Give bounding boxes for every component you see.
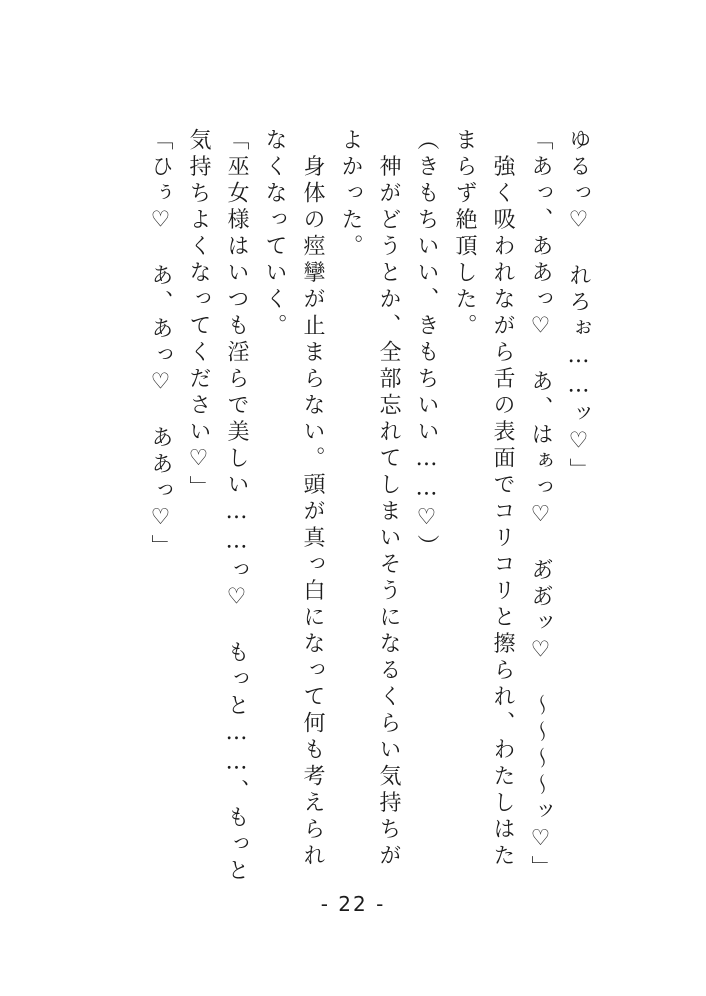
vertical-text-body: [141, 128, 597, 890]
text-line: まらず絶頂した。: [452, 128, 477, 340]
text-line: よかった。: [338, 128, 363, 261]
text-line: 神がどうとか、全部忘れてしまいそうになるくらい気持ちが: [376, 128, 401, 870]
page-number: - 22 -: [320, 892, 386, 916]
text-line: 「ひぅ♡ あ、あっ♡ ああっ♡」: [148, 128, 173, 561]
text-line: 「あっ、ああっ♡ あ、はぁっ♡ あ゙あ゙ッ♡ 〜〜〜〜ッ♡」: [528, 128, 553, 882]
text-line: （きもちいい、きもちいい……♡）: [414, 128, 439, 561]
text-line: なくなっていく。: [262, 128, 287, 340]
text-line: ゆるっ♡ れろぉ……ッ♡」: [566, 128, 591, 485]
text-line: 気持ちよくなってください♡」: [186, 128, 211, 502]
text-line: 身体の痙攣が止まらない。頭が真っ白になって何も考えられ: [300, 128, 325, 870]
text-line: 「巫女様はいつも淫らで美しい……っ♡ もっと……、もっと: [224, 128, 249, 885]
text-line: 強く吸われながら舌の表面でコリコリと擦られ、わたしはた: [490, 128, 515, 870]
